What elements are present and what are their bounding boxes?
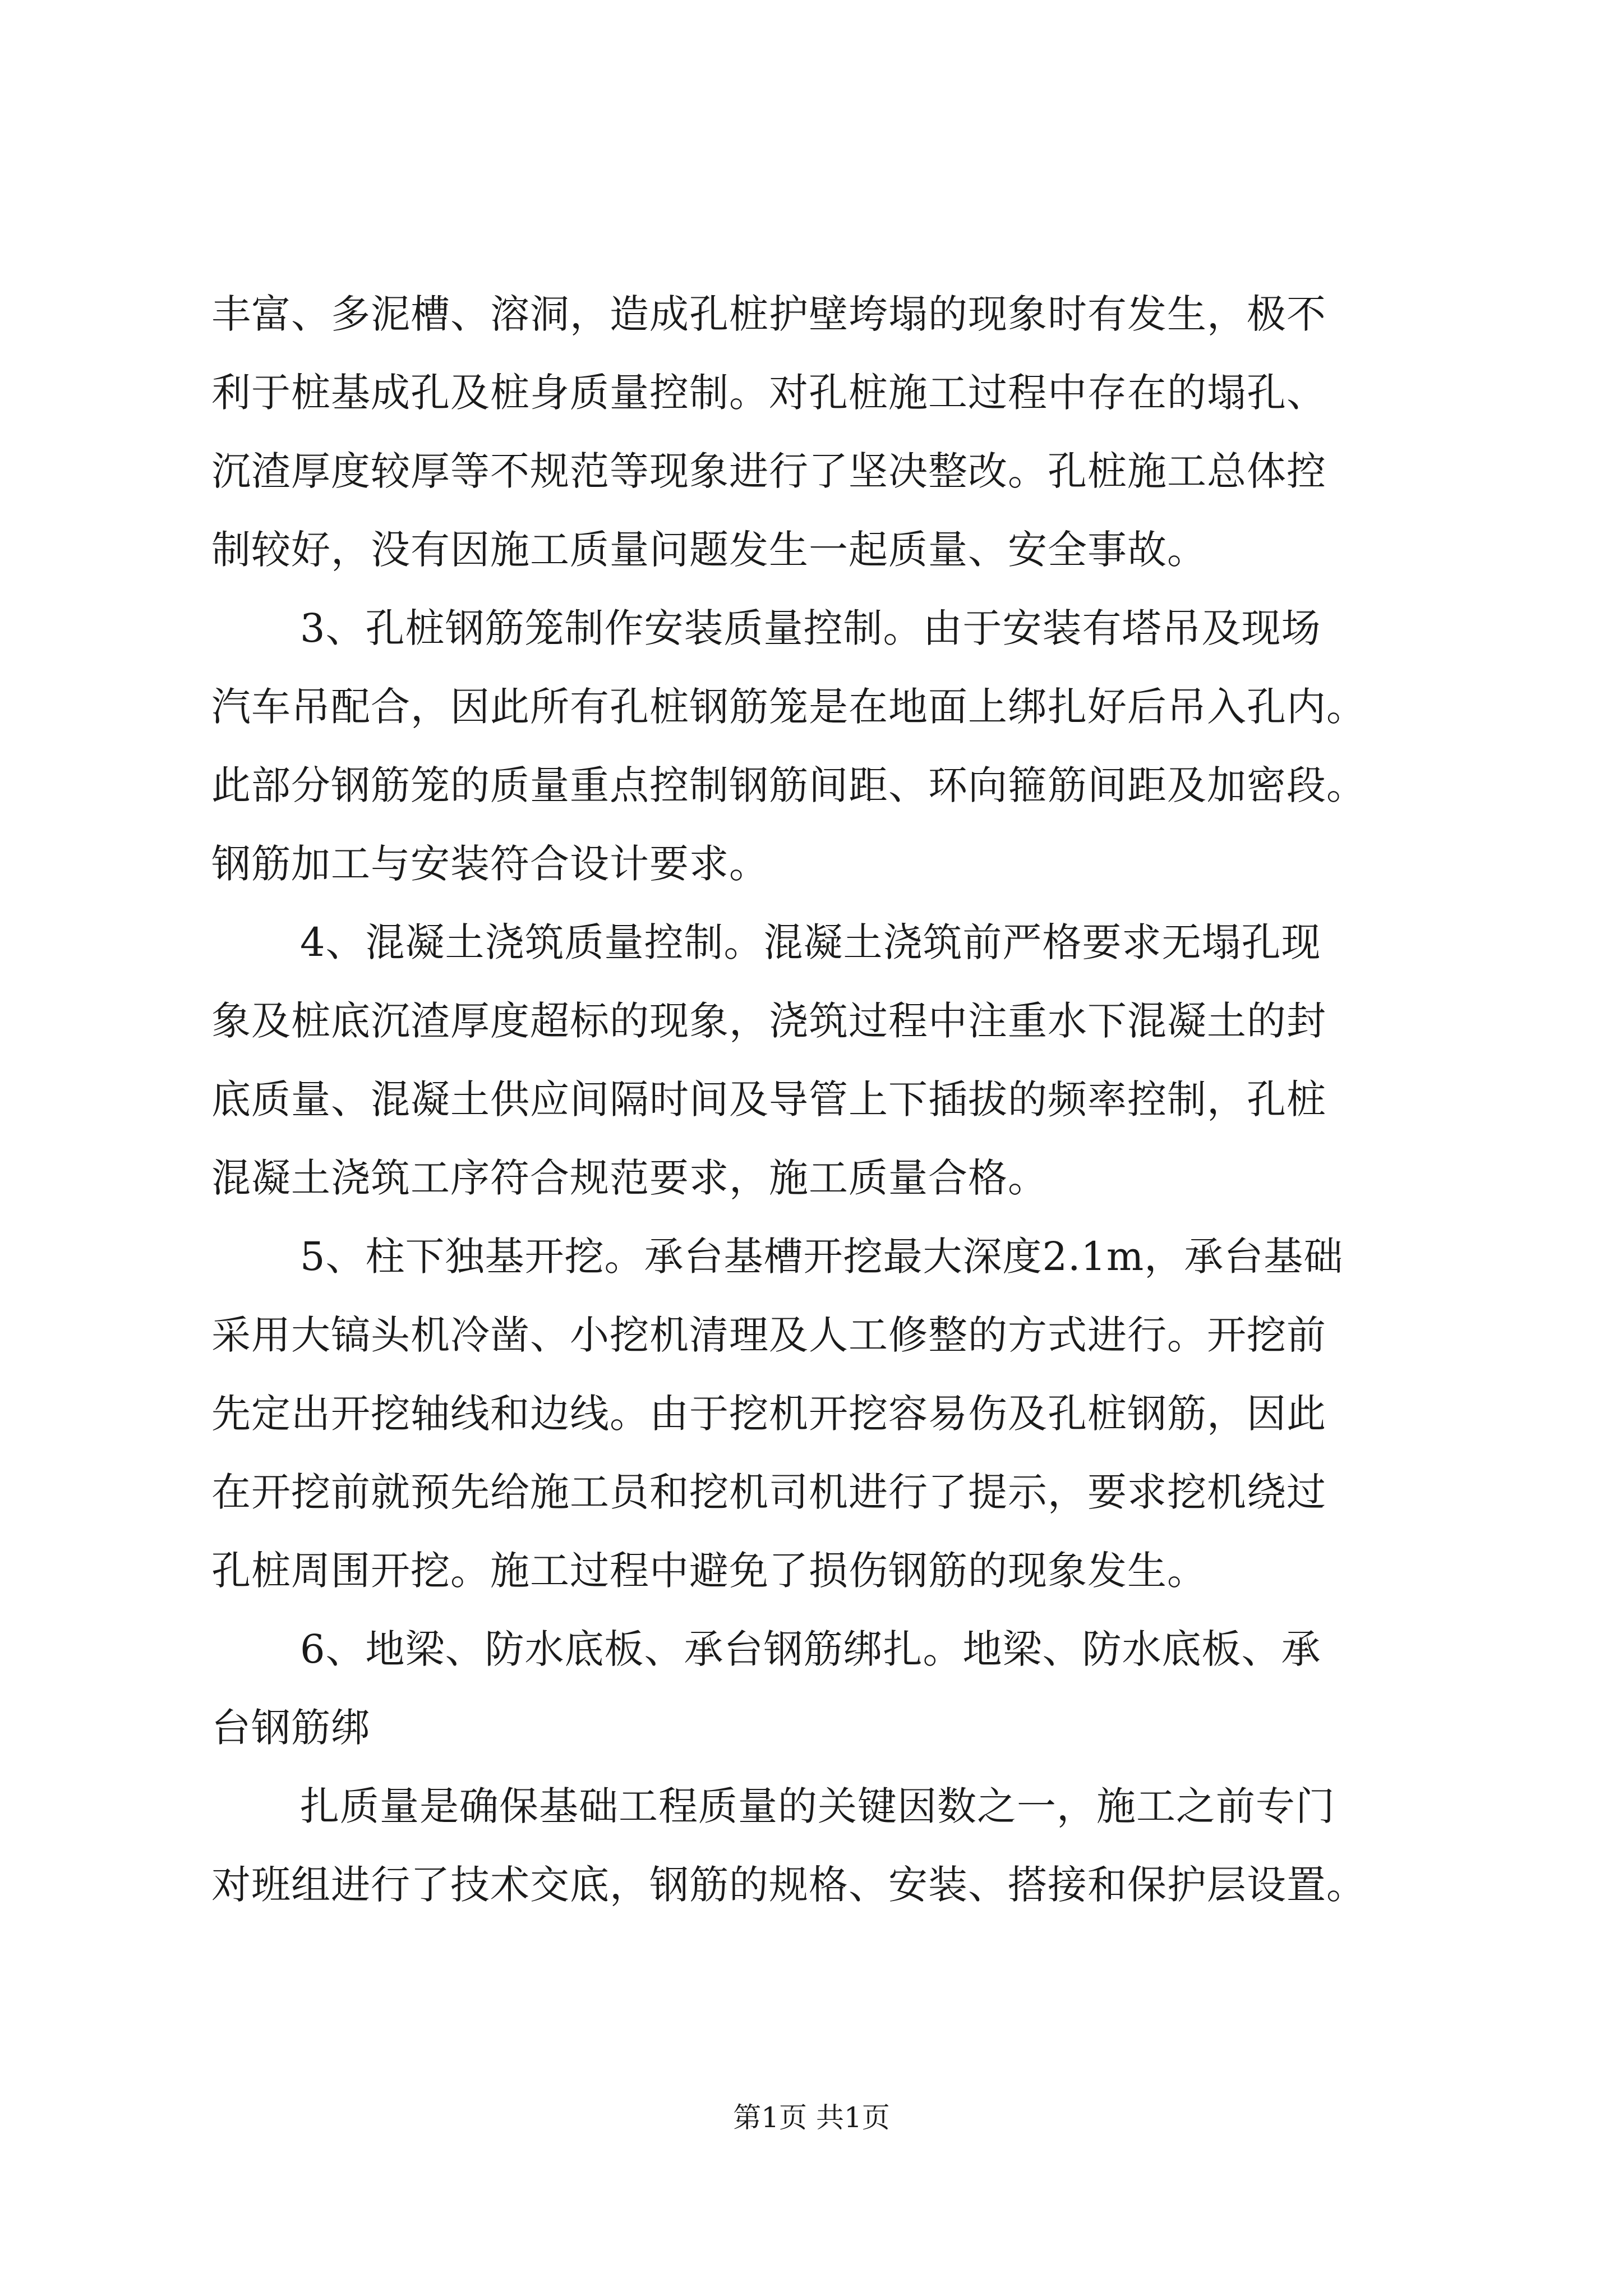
text-line: 汽车吊配合，因此所有孔桩钢筋笼是在地面上绑扎好后吊入孔内。 (211, 684, 1366, 730)
text-line: 利于桩基成孔及桩身质量控制。对孔桩施工过程中存在的塌孔、 (211, 370, 1326, 416)
text-line: 底质量、混凝土供应间隔时间及导管上下插拔的频率控制，孔桩 (211, 1076, 1326, 1122)
paragraph-start-5: 5、柱下独基开挖。承台基槽开挖最大深度2.1m，承台基础 (300, 1234, 1344, 1280)
text-line: 在开挖前就预先给施工员和挖机司机进行了提示，要求挖机绕过 (211, 1469, 1326, 1515)
text-line: 此部分钢筋笼的质量重点控制钢筋间距、环向箍筋间距及加密段。 (211, 762, 1366, 808)
paragraph-start: 扎质量是确保基础工程质量的关键因数之一，施工之前专门 (300, 1783, 1335, 1829)
text-line: 采用大镐头机冷凿、小挖机清理及人工修整的方式进行。开挖前 (211, 1312, 1326, 1358)
text-line: 先定出开挖轴线和边线。由于挖机开挖容易伤及孔桩钢筋，因此 (211, 1391, 1326, 1437)
paragraph-start-6: 6、地梁、防水底板、承台钢筋绑扎。地梁、防水底板、承 (300, 1626, 1321, 1672)
text-line: 混凝土浇筑工序符合规范要求，施工质量合格。 (211, 1155, 1048, 1201)
paragraph-start-4: 4、混凝土浇筑质量控制。混凝土浇筑前严格要求无塌孔现 (300, 919, 1321, 965)
text-line: 钢筋加工与安装符合设计要求。 (211, 841, 769, 887)
text-line: 孔桩周围开挖。施工过程中避免了损伤钢筋的现象发生。 (211, 1548, 1207, 1594)
text-line: 沉渣厚度较厚等不规范等现象进行了坚决整改。孔桩施工总体控 (211, 448, 1326, 494)
paragraph-start-3: 3、孔桩钢筋笼制作安装质量控制。由于安装有塔吊及现场 (300, 605, 1321, 651)
page-footer: 第1页 共1页 (733, 2101, 890, 2134)
text-line: 台钢筋绑 (211, 1705, 371, 1751)
text-line: 制较好，没有因施工质量问题发生一起质量、安全事故。 (211, 527, 1207, 573)
text-line: 对班组进行了技术交底，钢筋的规格、安装、搭接和保护层设置。 (211, 1862, 1366, 1908)
text-line: 象及桩底沉渣厚度超标的现象，浇筑过程中注重水下混凝土的封 (211, 998, 1326, 1044)
text-line: 丰富、多泥槽、溶洞，造成孔桩护壁垮塌的现象时有发生，极不 (211, 291, 1326, 337)
